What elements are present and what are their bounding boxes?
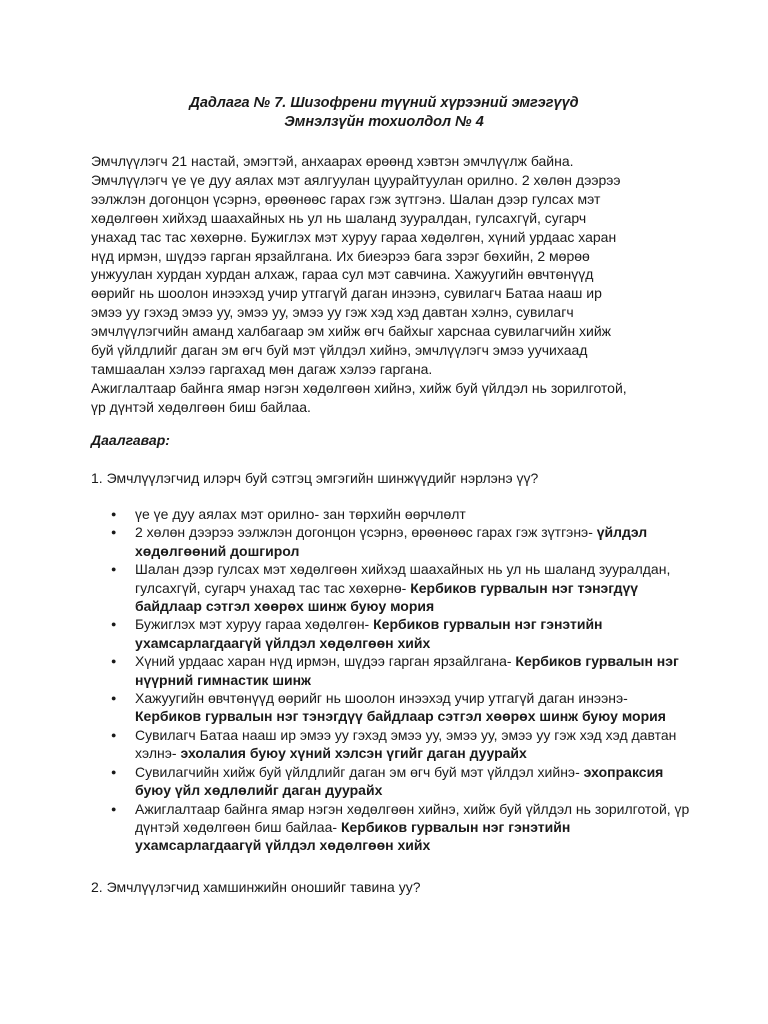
document-subtitle: Эмнэлзүйн тохиолдол № 4 [284, 114, 484, 130]
answer-term: Кербиков гурвалын нэг тэнэгдүү байдлаар сэтгэл хөөрөх шинж буюу мория [135, 579, 639, 615]
answer-text: Шалан дээр гулсах мэт хөдөлгөөн хийхэд шаахайных нь ул нь шаланд зууралдан, гулсахгүй, сугарч унахад тас тас хөхөрнө- [135, 561, 671, 596]
list-item [91, 505, 691, 523]
list-item [91, 652, 691, 689]
list-item [91, 615, 691, 652]
answer-term: Кербиков гурвалын нэг нүүрний гимнастик шинж [135, 653, 679, 688]
question-1: 1. Эмчлүүлэгчид илэрч буй сэтгэц эмгэгийн шинжүүдийг нэрлэнэ үү? [91, 470, 539, 486]
list-item [91, 523, 691, 560]
answer-term: үйлдэл хөдөлгөөний дошгирол [135, 524, 648, 559]
answer-text: үе үе дуу аялах мэт орилно- зан төрхийн өөрчлөлт [135, 506, 466, 522]
answer-term: Кербиков гурвалын нэг гэнэтийн ухамсарлагдаагүй үйлдэл хөдөлгөөн хийх [135, 616, 603, 651]
answer-text: Хүний урдаас харан нүд ирмэн, шүдээ гарган ярзайлгана- [135, 653, 516, 670]
list-item [91, 800, 691, 855]
answer-text: Хажуугийн өвчтөнүүд өөрийг нь шоолон инээхэд учир утгагүй даган инээнэ- [135, 690, 628, 707]
tasks-heading: Даалгавар: [91, 432, 170, 448]
answer-term: Кербиков гурвалын нэг гэнэтийн ухамсарлагдаагүй үйлдэл хөдөлгөөн хийх [135, 818, 571, 854]
question-2: 2. Эмчлүүлэгчид хамшинжийн оношийг тавина уу? [91, 879, 421, 895]
answer-text: Сувилагч Батаа нааш ир эмээ уу гэхэд эмээ уу, эмээ уу, эмээ уу гэж хэд хэд давтан хэлнэ- [135, 726, 677, 762]
list-item [91, 763, 691, 800]
list-item [91, 560, 691, 615]
list-item [91, 689, 691, 726]
list-item [91, 726, 691, 763]
answer-text: Сувилагчийн хийж буй үйлдлийг даган эм өгч буй мэт үйлдэл хийнэ- [135, 763, 584, 780]
answer-text: Бужиглэх мэт хуруу гараа хөдөлгөн- [135, 616, 374, 633]
document-title: Дадлага № 7. Шизофрени түүний хүрээний эмгэгүүд [189, 95, 579, 111]
answer-term: эхолалия буюу хүний хэлсэн үгийг даган дуурайх [180, 745, 527, 762]
answer-text: 2 хөлөн дээрээ ээлжлэн догонцон үсэрнэ, өрөөнөөс гарах гэж зүтгэнэ- [135, 524, 597, 541]
answer-term: эхопраксия буюу үйл хөдлөлийг даган дуурайх [135, 763, 664, 799]
answer-list [91, 505, 691, 855]
answer-term: Кербиков гурвалын нэг тэнэгдүү байдлаар сэтгэл хөөрөх шинж буюу мория [135, 708, 666, 725]
answer-text: Ажиглалтаар байнга ямар нэгэн хөдөлгөөн хийнэ, хийж буй үйлдэл нь зорилготой, үр дүнтэй хөдөлгөөн биш байлаа- [135, 800, 690, 835]
case-description: Эмчлүүлэгч 21 настай, эмэгтэй, анхаарах өрөөнд хэвтэн эмчлүүлж байна. Эмчлүүлэгч үе үе дуу аялах мэт аялгуулан цуурайтуулан орилно. 2 хөлөн дээрээ ээлжлэн догонцон үсэрнэ, өрөөнөөс гарах гэж зүтгэнэ. Шалан дээр гулсах мэт хөдөлгөөн хийхэд шаахайных нь ул нь шаланд зууралдан, гулсахгүй, сугарч унахад тас тас хөхөрнө. Бужиглэх мэт хуруу гараа хөдөлгөн, хүний урдаас харан нүд ирмэн, шүдээ гарган ярзайлгана. Их биеэрээ бага зэрэг бөхийн, 2 мөрөө унжуулан хурдан хурдан алхаж, гараа сул мэт савчина. Хажуугийн өвчтөнүүд өөрийг нь шоолон инээхэд учир утгагүй даган инээнэ, сувилагч Батаа нааш ир эмээ уу гэхэд эмээ уу, эмээ уу, эмээ уу гэж хэд хэд давтан хэлнэ, сувилагч эмчлүүлэгчийн аманд халбагаар эм хийж өгч байхыг харснаа сувилагчийн хийж буй үйлдлийг даган эм өгч буй мэт үйлдэл хийнэ, эмчлүүлэгч эмээ уучихаад тамшаалан хэлээ гаргахад мөн дагаж хэлээ гаргана. Ажиглалтаар байнга ямар нэгэн хөдөлгөөн хийнэ, хийж буй үйлдэл нь зорилготой, үр дүнтэй хөдөлгөөн биш байлаа. [91, 153, 627, 415]
